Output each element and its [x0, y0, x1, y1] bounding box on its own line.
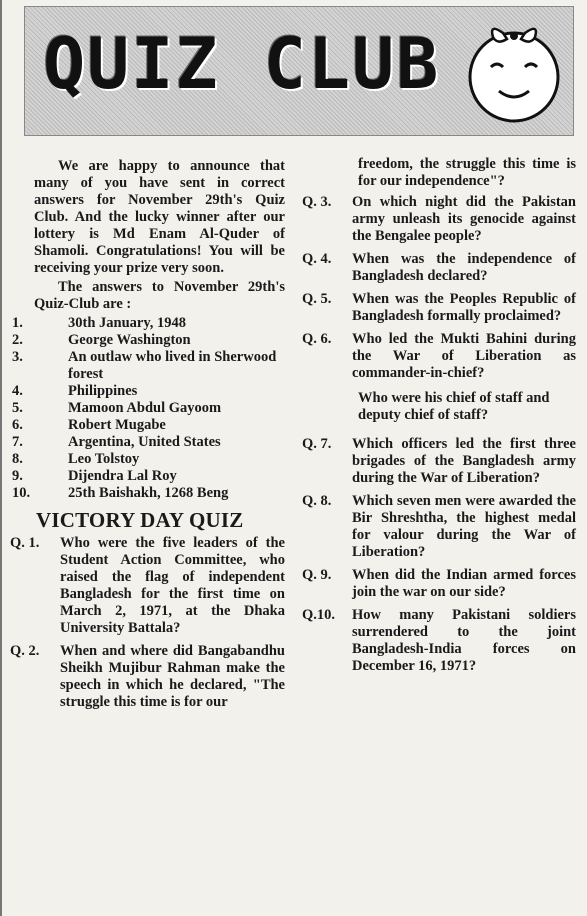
question-3: Q. 3. On which night did the Pakistan army unleash its genocide against the Bengalee people?: [302, 194, 576, 244]
answers-list: [10, 315, 285, 502]
answers-intro: The answers to November 29th's Quiz-Club are :: [34, 279, 285, 312]
list-item: 2. George Washington: [12, 332, 191, 348]
question-4: Q. 4. When was the independence of Bangladesh declared?: [302, 251, 576, 284]
list-item: 10. 25th Baishakh, 1268 Beng: [12, 485, 229, 501]
list-item: 4. Philippines: [12, 383, 138, 399]
list-item: 3. An outlaw who lived in Sherwood forest: [12, 349, 277, 382]
question-7: Q. 7. Which officers led the first three brigades of the Bangladesh army during the War of Liberation?: [302, 436, 576, 486]
question-2: Q. 2. When and where did Bangabandhu Sheikh Mujibur Rahman make the speech in which he declared, "The struggle this time is for our: [10, 643, 285, 710]
list-item: 8. Leo Tolstoy: [12, 451, 140, 467]
list-item: 1. 30th January, 1948: [12, 315, 187, 331]
list-item: 6. Robert Mugabe: [12, 417, 166, 433]
question-6: Q. 6. Who led the Mukti Bahini during the War of Liberation as commander-in-chief?: [302, 331, 576, 381]
list-item: 5. Mamoon Abdul Gayoom: [12, 400, 222, 416]
question-10: Q.10. How many Pakistani soldiers surrendered to the joint Bangladesh-India forces on December 16, 1971?: [302, 607, 576, 674]
question-6-followup: Who were his chief of staff and deputy chief of staff?: [358, 390, 550, 423]
victory-day-heading: VICTORY DAY QUIZ: [36, 508, 244, 532]
list-item: 7. Argentina, United States: [12, 434, 221, 450]
question-5: Q. 5. When was the Peoples Republic of Bangladesh formally proclaimed?: [302, 291, 576, 324]
right-column: [302, 156, 576, 681]
banner-title: QUIZ CLUB: [43, 23, 441, 105]
smiling-face-icon: [459, 19, 569, 129]
question-8: Q. 8. Which seven men were awarded the Bir Shreshtha, the highest medal for valour during the War of Liberation?: [302, 493, 576, 560]
question-2-continued: freedom, the struggle this time is for our independence"?: [358, 156, 576, 189]
question-9: Q. 9. When did the Indian armed forces join the war on our side?: [302, 567, 576, 600]
page-edge-rule: [0, 0, 2, 916]
list-item: 9. Dijendra Lal Roy: [12, 468, 177, 484]
intro-paragraph: We are happy to announce that many of you have sent in correct answers for November 29th's Quiz Club. And the lucky winner after our lottery is Md Enam Al-Quder of Shamoli. Congratulations! You will be receiving your prize very soon.: [34, 158, 285, 276]
left-column: [10, 158, 285, 717]
question-1: Q. 1. Who were the five leaders of the Student Action Committee, who raised the flag of independent Bangladesh for the first time on March 2, 1971, at the Dhaka University Battala?: [10, 535, 285, 636]
quiz-club-banner: [24, 6, 574, 136]
